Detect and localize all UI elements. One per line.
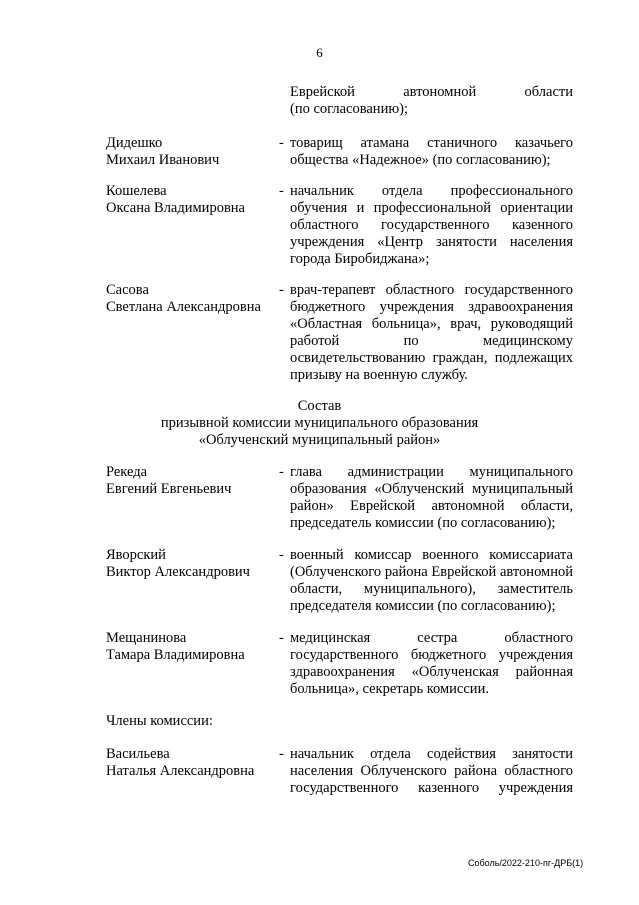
member-name	[106, 183, 281, 217]
position-line: начальник отдела содействия занятости	[290, 746, 573, 762]
position-line: призыву на военную службу.	[290, 367, 468, 383]
continuation-line: Еврейской автономной области	[290, 84, 573, 100]
member-given-name: Михаил Иванович	[106, 152, 220, 168]
member-surname: Сасова	[106, 282, 149, 298]
member-position	[290, 464, 573, 532]
member-position	[290, 183, 573, 268]
member-given-name: Оксана Владимировна	[106, 200, 245, 216]
position-line: области, муниципального), заместитель	[290, 581, 573, 597]
continuation-text	[290, 84, 573, 118]
section-title: Состав	[297, 398, 342, 414]
position-line: председатель комиссии (по согласованию);	[290, 515, 556, 531]
continuation-line: (по согласованию);	[290, 101, 409, 117]
member-surname: Дидешко	[106, 135, 163, 151]
member-surname: Мещанинова	[106, 630, 187, 646]
member-surname: Рекеда	[106, 464, 148, 480]
dash-separator: -	[279, 746, 284, 762]
member-given-name: Наталья Александровна	[106, 763, 255, 779]
position-line: города Биробиджана»;	[290, 251, 430, 267]
member-position	[290, 630, 573, 698]
position-line: областного государственного казенного	[290, 217, 573, 233]
member-name	[106, 282, 281, 316]
dash-separator: -	[279, 183, 284, 199]
member-given-name: Виктор Александрович	[106, 564, 250, 580]
dash-separator: -	[279, 630, 284, 646]
position-line: начальник отдела профессионального	[290, 183, 573, 199]
position-line: учреждения «Центр занятости населения	[290, 234, 573, 250]
position-line: медицинская сестра областного	[290, 630, 573, 646]
member-given-name: Евгений Евгеньевич	[106, 481, 232, 497]
member-surname: Кошелева	[106, 183, 167, 199]
position-line: военный комиссар военного комиссариата	[290, 547, 573, 563]
position-line: образования «Облученский муниципальный	[290, 481, 573, 497]
position-line: освидетельствованию граждан, подлежащих	[290, 350, 573, 366]
position-line: врач-терапевт областного государственного	[290, 282, 573, 298]
members-label: Члены комиссии:	[106, 713, 213, 729]
member-given-name: Тамара Владимировна	[106, 647, 245, 663]
page-number: 6	[316, 45, 323, 60]
position-line: работой по медицинскому	[290, 333, 573, 349]
member-surname: Яворский	[106, 547, 166, 563]
member-surname: Васильева	[106, 746, 170, 762]
dash-separator: -	[279, 547, 284, 563]
position-line: обучения и профессиональной ориентации	[290, 200, 573, 216]
member-name	[106, 135, 281, 169]
position-line: район» Еврейской автономной области,	[290, 498, 573, 514]
member-name	[106, 746, 281, 780]
position-line: глава администрации муниципального	[290, 464, 573, 480]
position-line: «Областная больница», врач, руководящий	[290, 316, 573, 332]
position-line: (Облученского района Еврейской автономной	[290, 564, 573, 580]
member-position	[290, 547, 573, 615]
position-line: государственного бюджетного учреждения	[290, 647, 573, 663]
section-subtitle: «Облученский муниципальный район»	[198, 432, 441, 448]
member-position	[290, 135, 573, 169]
position-line: товарищ атамана станичного казачьего	[290, 135, 573, 151]
member-position	[290, 282, 573, 384]
dash-separator: -	[279, 282, 284, 298]
position-line: государственного казенного учреждения	[290, 780, 573, 796]
position-line: населения Облученского района областного	[290, 763, 573, 779]
position-line: председателя комиссии (по согласованию);	[290, 598, 556, 614]
member-name	[106, 547, 281, 581]
position-line: больница», секретарь комиссии.	[290, 681, 489, 697]
member-given-name: Светлана Александровна	[106, 299, 261, 315]
position-line: здравоохранения «Облученская районная	[290, 664, 573, 680]
member-position	[290, 746, 573, 797]
member-name	[106, 630, 281, 664]
position-line: бюджетного учреждения здравоохранения	[290, 299, 573, 315]
dash-separator: -	[279, 464, 284, 480]
dash-separator: -	[279, 135, 284, 151]
section-subtitle: призывной комиссии муниципального образования	[160, 415, 479, 431]
position-line: общества «Надежное» (по согласованию);	[290, 152, 551, 168]
member-name	[106, 464, 281, 498]
document-footer-code: Соболь/2022-210-пг-ДРБ(1)	[468, 858, 584, 868]
